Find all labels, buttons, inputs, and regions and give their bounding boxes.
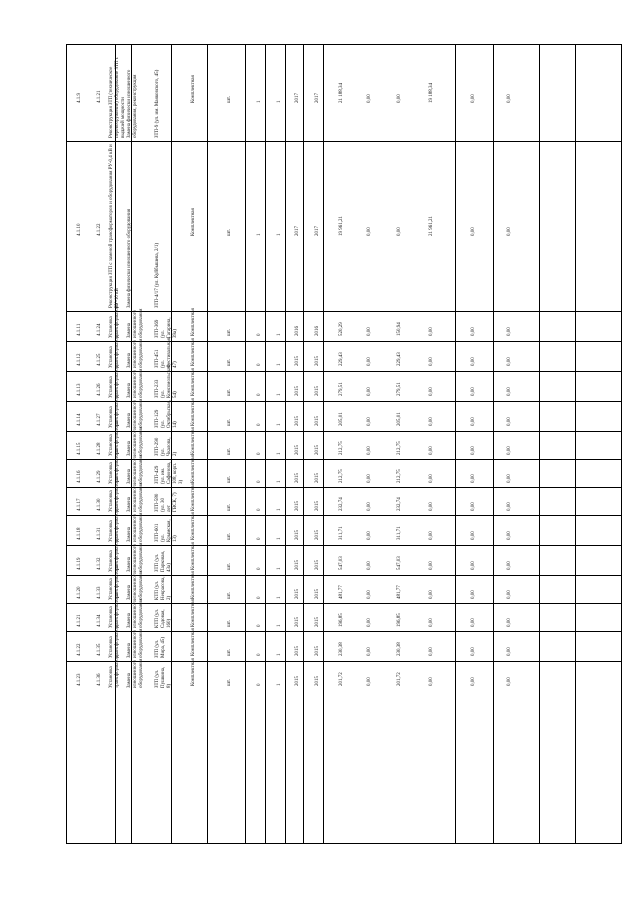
cell-v4: 0,00 <box>429 677 434 686</box>
cell-y2: 2015 <box>315 386 320 396</box>
cell-v6: 0,00 <box>507 590 512 599</box>
row-divider <box>67 401 621 402</box>
cell-unit: шт. <box>227 533 232 540</box>
row-divider <box>67 487 621 488</box>
cell-v1: 481,77 <box>339 585 344 599</box>
cell-address: ЗТП-4/17 (ул. Куйбышева, 2/1) <box>155 242 160 308</box>
cell-v6: 0,00 <box>507 647 512 656</box>
cell-unit: шт. <box>227 679 232 686</box>
cell-y1: 2017 <box>295 226 300 236</box>
cell-y2: 2015 <box>315 501 320 511</box>
column-divider <box>245 45 246 843</box>
cell-v3: 311,71 <box>397 526 402 540</box>
cell-v3: 230,38 <box>397 642 402 656</box>
cell-v2: 0,00 <box>367 327 372 336</box>
cell-q2: 1 <box>277 423 282 426</box>
cell-q1: 0 <box>257 363 262 366</box>
cell-address: ЗТП (ул. Мира, 45) <box>155 636 166 658</box>
cell-goal: Замена изношенного оборудования <box>127 542 144 572</box>
cell-v1: 230,38 <box>339 642 344 656</box>
cell-name: Установка трансформатора <box>109 303 120 338</box>
cell-q1: 0 <box>257 653 262 656</box>
row-divider <box>67 661 621 662</box>
cell-address: ЗТП (ул. Пушкина, 8) <box>155 666 172 688</box>
cell-type: Комплектная <box>191 542 196 570</box>
row-divider <box>67 141 621 142</box>
cell-v5: 0,00 <box>471 227 476 236</box>
cell-code: 4.1.28 <box>97 442 102 455</box>
rotated-table <box>66 44 622 844</box>
cell-v1: 196,85 <box>339 613 344 627</box>
cell-v2: 0,00 <box>367 446 372 455</box>
cell-name: Установка трансформатора <box>109 593 120 628</box>
cell-v6: 0,00 <box>507 387 512 396</box>
cell-v3: 205,01 <box>397 412 402 426</box>
column-divider <box>303 45 304 843</box>
cell-v6: 0,00 <box>507 94 512 103</box>
cell-name: Реконструкция ЗТП с заменой трансформаторов и оборудования РУ-0,4 кВ и РУ-10 кВ <box>109 144 120 308</box>
cell-code: 4.1.24 <box>97 323 102 336</box>
cell-v4: 21 961,21 <box>429 216 434 236</box>
cell-goal: Замена изношенного оборудования <box>127 598 144 628</box>
column-divider <box>323 45 324 843</box>
cell-v4: 0,00 <box>429 647 434 656</box>
cell-v1: 212,75 <box>339 441 344 455</box>
cell-row-no: 4.1.15 <box>77 442 82 455</box>
cell-unit: шт. <box>227 620 232 627</box>
cell-q2: 1 <box>277 508 282 511</box>
cell-code: 4.1.22 <box>97 223 102 236</box>
cell-v1: 212,75 <box>339 469 344 483</box>
cell-v3: 212,75 <box>397 441 402 455</box>
cell-type: Комплектная <box>191 455 196 483</box>
cell-q1: 0 <box>257 480 262 483</box>
cell-v5: 0,00 <box>471 590 476 599</box>
cell-v6: 0,00 <box>507 677 512 686</box>
cell-code: 4.1.31 <box>97 527 102 540</box>
cell-goal: Замена изношенного оборудования <box>127 368 144 398</box>
cell-v3: 0,00 <box>397 94 402 103</box>
cell-v3: 232,74 <box>397 497 402 511</box>
cell-y1: 2015 <box>295 473 300 483</box>
cell-type: Комплектная <box>191 571 196 599</box>
column-divider <box>285 45 286 843</box>
cell-name: Установка трансформатора <box>109 653 120 688</box>
cell-name: Установка трансформатора <box>109 363 120 398</box>
row-divider <box>67 603 621 604</box>
cell-name: Установка трансформатора <box>109 421 120 456</box>
cell-v4: 0,00 <box>429 327 434 336</box>
cell-v6: 0,00 <box>507 531 512 540</box>
cell-name: Установка трансформатора <box>109 565 120 600</box>
cell-y1: 2015 <box>295 416 300 426</box>
cell-address: ЗТП-290 (ул. Чкалова, 2) <box>155 437 178 456</box>
cell-y2: 2017 <box>315 226 320 236</box>
cell-y1: 2015 <box>295 617 300 627</box>
cell-v1: 311,71 <box>339 526 344 540</box>
cell-q1: 0 <box>257 683 262 686</box>
cell-goal: Замена изношенного оборудования <box>127 308 144 338</box>
cell-v5: 0,00 <box>471 502 476 511</box>
column-divider <box>455 45 456 843</box>
cell-v4: 19 188,34 <box>429 83 434 103</box>
cell-v6: 0,00 <box>507 561 512 570</box>
cell-address: ЗТП-9 (ул. им. Маяковского, 45) <box>155 69 160 138</box>
cell-type: Комплектная <box>191 368 196 396</box>
row-divider <box>67 341 621 342</box>
cell-row-no: 4.1.21 <box>77 614 82 627</box>
cell-v1: 229,43 <box>339 352 344 366</box>
cell-name: Установка трансформатора <box>109 449 120 484</box>
cell-row-no: 4.1.16 <box>77 470 82 483</box>
cell-q1: 0 <box>257 567 262 570</box>
cell-v5: 0,00 <box>471 647 476 656</box>
cell-v3: 279,51 <box>397 382 402 396</box>
cell-v1: 21 188,34 <box>339 83 344 103</box>
cell-type: Комплектная <box>191 599 196 627</box>
cell-name: Установка трансформатора <box>109 477 120 512</box>
cell-v6: 0,00 <box>507 502 512 511</box>
cell-v4: 0,00 <box>429 474 434 483</box>
cell-name: Установка трансформатора <box>109 393 120 428</box>
cell-type: Комплектная <box>191 512 196 540</box>
cell-y2: 2015 <box>315 646 320 656</box>
cell-code: 4.1.26 <box>97 383 102 396</box>
cell-unit: шт. <box>227 419 232 426</box>
cell-unit: шт. <box>227 359 232 366</box>
cell-q2: 1 <box>277 480 282 483</box>
cell-v5: 0,00 <box>471 561 476 570</box>
cell-row-no: 4.1.10 <box>77 223 82 236</box>
cell-row-no: 4.1.20 <box>77 586 82 599</box>
cell-type: Комплектная <box>191 75 196 103</box>
cell-goal: Замена изношенного оборудования <box>127 482 144 512</box>
column-divider <box>207 45 208 843</box>
cell-name: Реконструкция ЗТП (техническое перевооружение) оборудование ЗТП с выдачей мощности <box>109 56 126 138</box>
cell-v2: 0,00 <box>367 677 372 686</box>
row-divider <box>67 515 621 516</box>
cell-v5: 0,00 <box>471 387 476 396</box>
row-divider <box>67 311 621 312</box>
cell-unit: шт. <box>227 389 232 396</box>
cell-type: Комплектная <box>191 308 196 336</box>
cell-q2: 1 <box>277 653 282 656</box>
cell-row-no: 4.1.17 <box>77 498 82 511</box>
cell-y1: 2015 <box>295 589 300 599</box>
cell-v4: 0,00 <box>429 561 434 570</box>
cell-y2: 2015 <box>315 530 320 540</box>
cell-v4: 0,00 <box>429 502 434 511</box>
cell-goal: Замена физически изношенного оборудования, реконструкция <box>127 69 138 138</box>
cell-y1: 2015 <box>295 445 300 455</box>
cell-goal: Замена изношенного оборудования <box>127 570 144 600</box>
cell-y1: 2015 <box>295 560 300 570</box>
cell-row-no: 4.1.12 <box>77 353 82 366</box>
cell-name: Установка трансформатора <box>109 333 120 368</box>
cell-q1: 0 <box>257 452 262 455</box>
row-divider <box>67 545 621 546</box>
cell-row-no: 4.1.19 <box>77 557 82 570</box>
cell-y1: 2015 <box>295 676 300 686</box>
cell-v6: 0,00 <box>507 227 512 236</box>
cell-q2: 1 <box>277 452 282 455</box>
cell-v6: 0,00 <box>507 327 512 336</box>
cell-v2: 0,00 <box>367 357 372 366</box>
cell-q2: 1 <box>277 363 282 366</box>
cell-type: Комплектная <box>191 427 196 455</box>
cell-unit: шт. <box>227 229 232 236</box>
cell-v2: 0,00 <box>367 417 372 426</box>
cell-q1: 0 <box>257 423 262 426</box>
cell-v3: 229,43 <box>397 352 402 366</box>
cell-name: Установка трансформатора <box>109 537 120 572</box>
cell-q1: 0 <box>257 333 262 336</box>
cell-v5: 0,00 <box>471 94 476 103</box>
cell-address: ЗТП-369 (ул. Гагарина, 39а) <box>155 317 178 338</box>
cell-v3: 481,77 <box>397 585 402 599</box>
column-divider <box>539 45 540 843</box>
cell-v6: 0,00 <box>507 417 512 426</box>
cell-q2: 1 <box>277 596 282 599</box>
cell-row-no: 4.1.9 <box>77 93 82 103</box>
cell-address: ЗТП-601 (ул. Крымская, 13) <box>155 519 178 542</box>
cell-v4: 0,00 <box>429 357 434 366</box>
cell-v5: 0,00 <box>471 531 476 540</box>
cell-y1: 2015 <box>295 501 300 511</box>
cell-v1: 201,72 <box>339 672 344 686</box>
cell-goal: Замена изношенного оборудования <box>127 338 144 368</box>
row-divider <box>67 575 621 576</box>
cell-v4: 0,00 <box>429 417 434 426</box>
cell-row-no: 4.1.11 <box>77 323 82 336</box>
cell-v5: 0,00 <box>471 618 476 627</box>
cell-q1: 0 <box>257 508 262 511</box>
cell-v3: 0,00 <box>397 227 402 236</box>
cell-v4: 0,00 <box>429 618 434 627</box>
cell-code: 4.1.29 <box>97 470 102 483</box>
cell-type: Комплектная <box>191 628 196 656</box>
cell-v4: 0,00 <box>429 590 434 599</box>
cell-v3: 212,75 <box>397 469 402 483</box>
cell-y2: 2015 <box>315 560 320 570</box>
cell-name: Установка трансформатора <box>109 507 120 542</box>
cell-code: 4.1.34 <box>97 614 102 627</box>
cell-v3: 150,94 <box>397 322 402 336</box>
cell-y2: 2015 <box>315 617 320 627</box>
cell-v5: 0,00 <box>471 417 476 426</box>
cell-type: Комплектная <box>191 483 196 511</box>
cell-address: КТП (ул. Некрасова, 2) <box>155 576 172 600</box>
cell-type: Комплектная <box>191 208 196 236</box>
cell-type: Комплектная <box>191 398 196 426</box>
cell-q1: 1 <box>257 233 262 236</box>
cell-q2: 1 <box>277 393 282 396</box>
cell-v5: 0,00 <box>471 446 476 455</box>
cell-unit: шт. <box>227 649 232 656</box>
column-divider <box>575 45 576 843</box>
cell-code: 4.1.30 <box>97 498 102 511</box>
cell-v1: 520,29 <box>339 322 344 336</box>
cell-y2: 2016 <box>315 326 320 336</box>
cell-v5: 0,00 <box>471 474 476 483</box>
cell-y2: 2015 <box>315 416 320 426</box>
cell-v4: 0,00 <box>429 531 434 540</box>
cell-v6: 0,00 <box>507 446 512 455</box>
cell-v4: 0,00 <box>429 446 434 455</box>
cell-v5: 0,00 <box>471 327 476 336</box>
cell-v1: 205,01 <box>339 412 344 426</box>
cell-v1: 19 961,21 <box>339 216 344 236</box>
cell-q2: 1 <box>277 683 282 686</box>
cell-v3: 196,85 <box>397 613 402 627</box>
cell-goal: Замена физически изношенного оборудования <box>127 208 132 308</box>
row-divider <box>67 631 621 632</box>
cell-y1: 2017 <box>295 93 300 103</box>
cell-v6: 0,00 <box>507 357 512 366</box>
cell-code: 4.1.35 <box>97 643 102 656</box>
cell-v1: 232,74 <box>339 497 344 511</box>
cell-v2: 0,00 <box>367 561 372 570</box>
cell-row-no: 4.1.22 <box>77 643 82 656</box>
cell-y1: 2015 <box>295 530 300 540</box>
cell-goal: Замена изношенного оборудования <box>127 512 144 542</box>
cell-v4: 0,00 <box>429 387 434 396</box>
cell-unit: шт. <box>227 504 232 511</box>
cell-y1: 2016 <box>295 326 300 336</box>
row-divider <box>67 431 621 432</box>
cell-unit: шт. <box>227 329 232 336</box>
cell-q1: 1 <box>257 100 262 103</box>
cell-address: ЗТП-451 (ул. Фестивальная, 47) <box>155 336 178 368</box>
cell-v2: 0,00 <box>367 502 372 511</box>
cell-code: 4.1.36 <box>97 673 102 686</box>
cell-v2: 0,00 <box>367 531 372 540</box>
cell-q2: 1 <box>277 100 282 103</box>
cell-q2: 1 <box>277 624 282 627</box>
cell-q2: 1 <box>277 333 282 336</box>
cell-code: 4.1.25 <box>97 353 102 366</box>
cell-v5: 0,00 <box>471 357 476 366</box>
cell-v2: 0,00 <box>367 618 372 627</box>
cell-v3: 547,03 <box>397 556 402 570</box>
cell-address: ЗТП-129 (ул. Октябрьская, 14) <box>155 399 178 428</box>
cell-q1: 0 <box>257 393 262 396</box>
cell-type: Комплектная <box>191 658 196 686</box>
cell-y1: 2015 <box>295 356 300 366</box>
cell-v2: 0,00 <box>367 94 372 103</box>
cell-y2: 2015 <box>315 356 320 366</box>
cell-code: 4.1.32 <box>97 557 102 570</box>
cell-q2: 1 <box>277 233 282 236</box>
cell-y1: 2015 <box>295 646 300 656</box>
cell-address: ЗТП-233 (ул. Комсомольская, 54) <box>155 364 178 398</box>
cell-q1: 0 <box>257 537 262 540</box>
cell-v6: 0,00 <box>507 474 512 483</box>
cell-goal: Замена изношенного оборудования <box>127 426 144 456</box>
cell-code: 4.1.33 <box>97 586 102 599</box>
cell-unit: шт. <box>227 563 232 570</box>
cell-v1: 547,03 <box>339 556 344 570</box>
cell-goal: Замена изношенного оборудования <box>127 398 144 428</box>
cell-v2: 0,00 <box>367 590 372 599</box>
cell-row-no: 4.1.23 <box>77 673 82 686</box>
cell-address: КТП (ул. Садовая, 160) <box>155 609 172 628</box>
column-divider <box>265 45 266 843</box>
cell-v2: 0,00 <box>367 387 372 396</box>
cell-y2: 2015 <box>315 676 320 686</box>
cell-goal: Замена изношенного оборудования <box>127 628 144 658</box>
cell-y2: 2017 <box>315 93 320 103</box>
cell-unit: шт. <box>227 448 232 455</box>
cell-v2: 0,00 <box>367 647 372 656</box>
row-divider <box>67 459 621 460</box>
cell-row-no: 4.1.14 <box>77 413 82 426</box>
cell-goal: Замена изношенного оборудования <box>127 454 144 484</box>
cell-address: ЗТП (ул. Парковая, 43а) <box>155 550 172 572</box>
column-divider <box>493 45 494 843</box>
cell-y2: 2015 <box>315 589 320 599</box>
cell-goal: Замена изношенного оборудования <box>127 658 144 688</box>
cell-name: Установка трансформатора <box>109 623 120 658</box>
cell-v5: 0,00 <box>471 677 476 686</box>
cell-address: ЗТП-580 (ул. 30 лет ГВСК, 7) <box>155 492 178 512</box>
cell-row-no: 4.1.13 <box>77 383 82 396</box>
cell-code: 4.1.27 <box>97 413 102 426</box>
cell-q1: 0 <box>257 596 262 599</box>
cell-type: Комплектная <box>191 338 196 366</box>
cell-unit: шт. <box>227 476 232 483</box>
cell-unit: шт. <box>227 96 232 103</box>
cell-unit: шт. <box>227 592 232 599</box>
cell-q1: 0 <box>257 624 262 627</box>
cell-v6: 0,00 <box>507 618 512 627</box>
cell-v2: 0,00 <box>367 474 372 483</box>
cell-y1: 2015 <box>295 386 300 396</box>
cell-q2: 1 <box>277 537 282 540</box>
row-divider <box>67 371 621 372</box>
cell-v2: 0,00 <box>367 227 372 236</box>
cell-v1: 279,51 <box>339 382 344 396</box>
cell-code: 4.1.21 <box>97 90 102 103</box>
cell-q2: 1 <box>277 567 282 570</box>
cell-address: ЗТП-429 (ул. им. Сафонова, 108, корп. 3) <box>155 461 184 484</box>
cell-row-no: 4.1.18 <box>77 527 82 540</box>
cell-v3: 201,72 <box>397 672 402 686</box>
cell-y2: 2015 <box>315 473 320 483</box>
cell-y2: 2015 <box>315 445 320 455</box>
